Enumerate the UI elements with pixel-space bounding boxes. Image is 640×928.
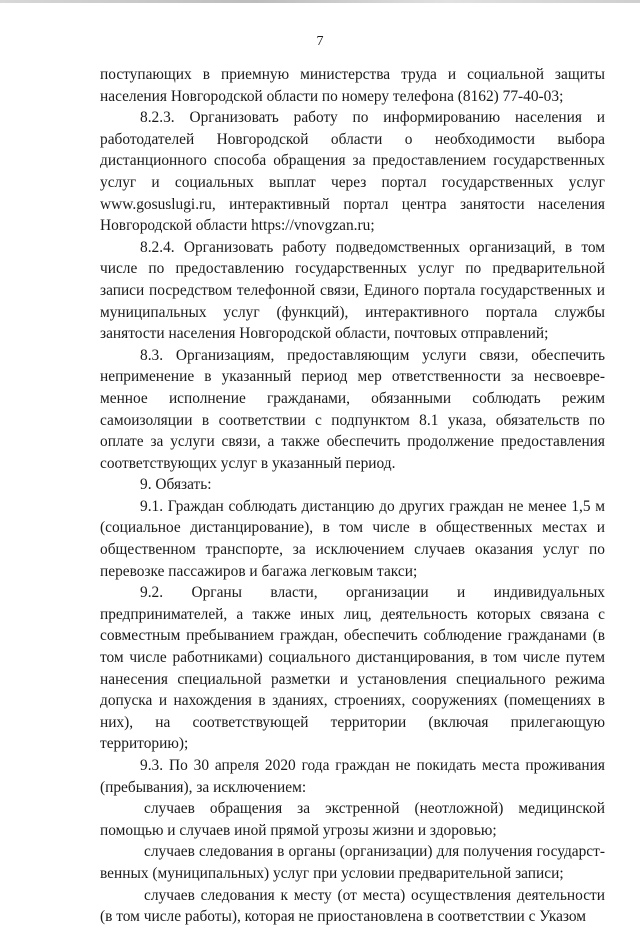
scan-top-edge xyxy=(0,0,640,3)
paragraph-8-2-3: 8.2.3. Организовать работу по информированию населения и работодателей Новгородской области о необходимости выбора дистанционного способа обращения за предоставлением государственных услуг и социальных выплат через портал государственных услуг www.gosuslugi.ru, интерактивный портал центра занятости населения Новгородской области https://vnovgzan.ru; xyxy=(100,109,605,235)
document-body xyxy=(100,64,605,928)
paragraph-9-2: 9.2. Органы власти, организации и индивидуальных предпринимателей, а также иных лиц, деятельность которых связана с совместным пребыванием граждан, обеспечить соблюдение гражданами (в том числе работниками) социального дистанцирования, в том числе путем нанесения специальной разметки и установления специального режима допуска и нахождения в зданиях, строениях, сооружениях (помещениях в них), на соответствующей территории (включая прилегающую территорию); xyxy=(100,584,605,753)
list-item-public-services: случаев следования в органы (организации) для получения государст-венных (муниципальных) услуг при условии предварительной записи; xyxy=(100,843,605,882)
paragraph-8-3: 8.3. Организациям, предоставляющим услуги связи, обеспечить неприменение в указанный период мер ответственности за несвоевре-менное исполнение гражданами, обязанными соблюдать режим самоизоляции в соответствии с подпунктом 8.1 указа, обязательств по оплате за услуги связи, а также обеспечить продолжение предоставления соответствующих услуг в указанный период. xyxy=(100,346,605,472)
paragraph-continuation: поступающих в приемную министерства труда и социальной защиты населения Новгородской области по номеру телефона (8162) 77-40-03; xyxy=(100,66,605,105)
list-item-work: случаев следования к месту (от места) осуществления деятельности (в том числе работы), которая не приостановлена в соответствии с Указом xyxy=(100,886,605,926)
list-item-medical: случаев обращения за экстренной (неотложной) медицинской помощью и случаев иной прямой угрозы жизни и здоровью; xyxy=(100,800,605,839)
paragraph-9-1: 9.1. Граждан соблюдать дистанцию до других граждан не менее 1,5 м (социальное дистанцирование), в том числе в общественных местах и общественном транспорте, за исключением случаев оказания услуг по перевозке пассажиров и багажа легковым такси; xyxy=(100,497,605,580)
paragraph-9: 9. Обязать: xyxy=(140,476,212,494)
paragraph-9-3: 9.3. По 30 апреля 2020 года граждан не покидать места проживания (пребывания), за исключением: xyxy=(100,757,605,796)
page-number: 7 xyxy=(316,34,324,49)
paragraph-8-2-4: 8.2.4. Организовать работу подведомственных организаций, в том числе по предоставлению государственных услуг по предварительной записи посредством телефонной связи, Единого портала государственных и муниципальных услуг (функций), интерактивного портала службы занятости населения Новгородской области, почтовых отправлений; xyxy=(100,238,605,343)
